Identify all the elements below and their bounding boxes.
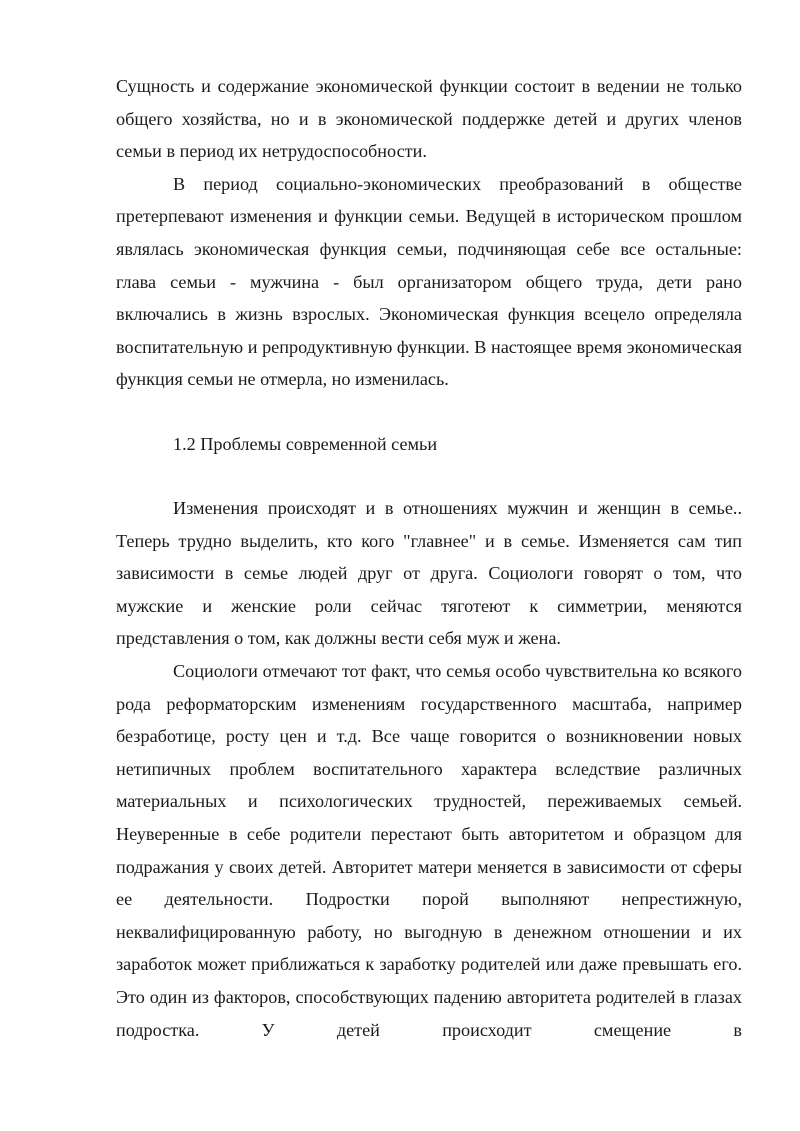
intro-section — [116, 70, 742, 396]
problems-section — [116, 492, 742, 1046]
paragraph-social-transformations: В период социально-экономических преобразований в обществе претерпевают изменения и функции семьи. Ведущей в историческом прошлом являлась экономическая функция семьи, подчиняющая себе все остальные: глава семьи - мужчина - был организатором общего труда, дети рано включались в жизнь взрослых. Экономическая функция всецело определяла воспитательную и репродуктивную функции. В настоящее время экономическая функция семьи не отмерла, но изменилась. — [116, 173, 742, 390]
paragraph-sociologists: Социологи отмечают тот факт, что семья особо чувствительна ко всякого рода реформаторским изменениям государственного масштаба, например безработице, росту цен и т.д. Все чаще говорится о возникновении новых нетипичных проблем воспитательного характера вследствие различных материальных и психологических трудностей, переживаемых семьей. Неуверенные в себе родители перестают быть авторитетом и образцом для подражания у своих детей. Авторитет матери меняется в зависимости от сферы ее деятельности. Подростки порой выполняют непрестижную, неквалифицированную работу, но выгодную в денежном отношении и их заработок может приближаться к заработку родителей или даже превышать его. Это один из факторов, способствующих падению авторитета родителей в глазах подростка. У детей происходит смещение в — [116, 660, 742, 1040]
section-heading-block — [116, 428, 742, 461]
paragraph-gender-roles: Изменения происходят и в отношениях мужчин и женщин в семье.. Теперь трудно выделить, кто кого "главнее" и в семье. Изменяется сам тип зависимости в семье людей друг от друга. Социологи говорят о том, что мужские и женские роли сейчас тяготеют к симметрии, меняются представления о том, как должны вести себя муж и жена. — [116, 498, 742, 649]
paragraph-economic-function: Сущность и содержание экономической функции состоит в ведении не только общего хозяйства, но и в экономической поддержке детей и других членов семьи в период их нетрудоспособности. — [116, 76, 742, 162]
section-heading: 1.2 Проблемы современной семьи — [173, 434, 438, 454]
